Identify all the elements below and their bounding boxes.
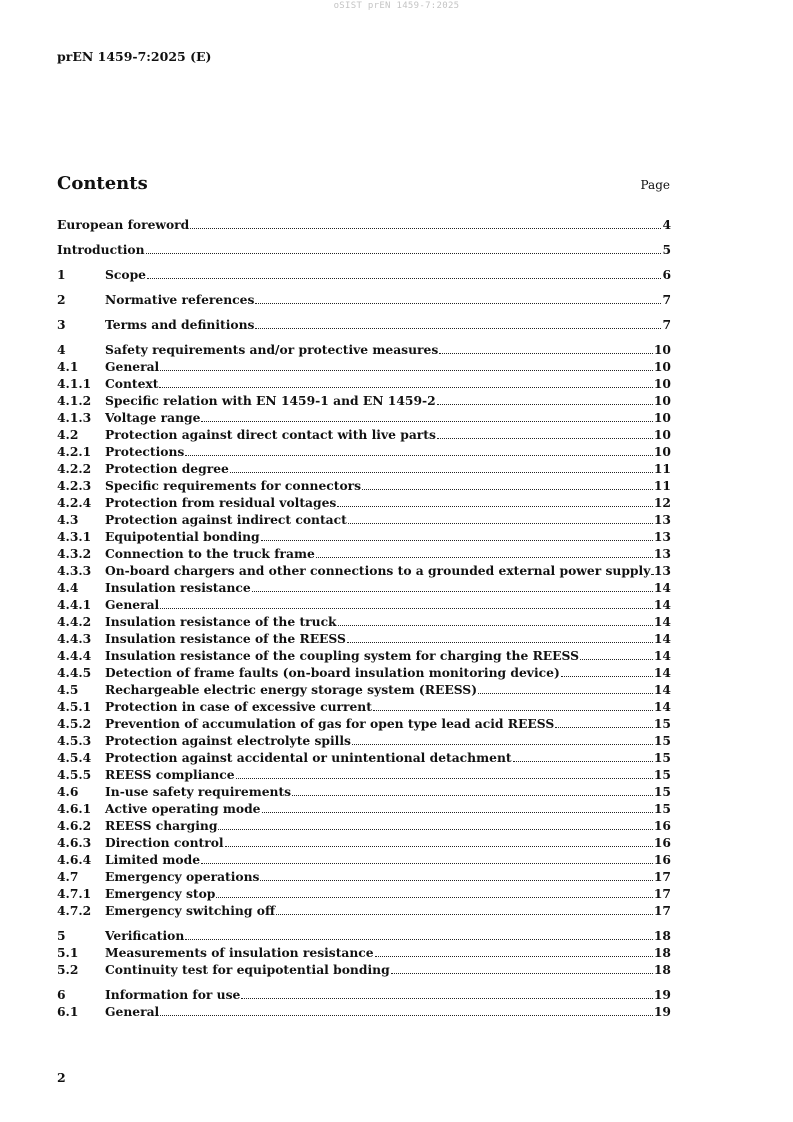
toc-entry-number: 4.5.2 (57, 716, 92, 731)
toc-entry-page: 17 (653, 903, 671, 918)
toc-entry[interactable] (57, 681, 671, 698)
toc-dot-leader (147, 276, 661, 279)
toc-dot-leader (276, 912, 653, 915)
toc-entry-page: 16 (653, 835, 671, 850)
toc-dot-leader (373, 708, 653, 711)
toc-entry-number: 4.4.4 (57, 648, 92, 663)
toc-entry-number: 4.4.1 (57, 597, 92, 612)
toc-entry-number: 4.4.3 (57, 631, 92, 646)
toc-entry-number: 5 (57, 928, 66, 943)
toc-entry-number: 5.1 (57, 945, 79, 960)
toc-entry[interactable] (57, 358, 671, 375)
toc-entry[interactable] (57, 732, 671, 749)
toc-entry-page: 15 (653, 716, 671, 731)
toc-entry[interactable] (57, 817, 671, 834)
toc-dot-leader (185, 453, 653, 456)
toc-entry[interactable] (57, 266, 671, 283)
toc-entry-title: Insulation resistance of the coupling system for charging the REESS (105, 648, 580, 663)
toc-entry-number: 4.3.1 (57, 529, 92, 544)
toc-entry-title: Protection against indirect contact (105, 512, 347, 527)
toc-entry-title: Continuity test for equipotential bonding (105, 962, 390, 977)
toc-entry[interactable] (57, 613, 671, 630)
toc-dot-leader (216, 895, 653, 898)
toc-entry[interactable] (57, 341, 671, 358)
toc-dot-leader (190, 226, 661, 229)
toc-entry-title: Context (105, 376, 159, 391)
toc-dot-leader (255, 301, 661, 304)
toc-entry-title: General (105, 1004, 160, 1019)
table-of-contents (57, 216, 671, 1020)
toc-entry-number: 5.2 (57, 962, 79, 977)
toc-entry[interactable] (57, 528, 671, 545)
toc-dot-leader (160, 606, 653, 609)
toc-entry[interactable] (57, 596, 671, 613)
toc-dot-leader (160, 368, 653, 371)
toc-entry-number: 4.1.2 (57, 393, 92, 408)
toc-entry-number: 4.1 (57, 359, 79, 374)
toc-entry[interactable] (57, 545, 671, 562)
toc-entry-number: 4.5 (57, 682, 79, 697)
toc-dot-leader (260, 878, 652, 881)
toc-entry-number: 4.3.2 (57, 546, 92, 561)
toc-dot-leader (437, 402, 653, 405)
toc-entry-title: Emergency switching off (105, 903, 276, 918)
toc-dot-leader (437, 436, 653, 439)
toc-dot-leader (255, 326, 661, 329)
toc-entry[interactable] (57, 715, 671, 732)
toc-entry-title: Scope (105, 267, 146, 282)
toc-dot-leader (159, 385, 652, 388)
toc-entry-title: Specific relation with EN 1459-1 and EN 1459-2 (105, 393, 436, 408)
toc-dot-leader (185, 937, 653, 940)
toc-entry-number: 4.4.5 (57, 665, 92, 680)
toc-entry-page: 10 (653, 444, 671, 459)
toc-entry-title: Insulation resistance of the truck (105, 614, 337, 629)
toc-entry-page: 14 (653, 682, 671, 697)
toc-entry-number: 4.6.4 (57, 852, 92, 867)
toc-entry-title: Emergency stop (105, 886, 216, 901)
toc-entry-number: 4.4.2 (57, 614, 92, 629)
toc-entry-title: European foreword (57, 217, 190, 232)
toc-entry-title: Protection against direct contact with live parts (105, 427, 436, 442)
toc-dot-leader (292, 793, 653, 796)
toc-entry[interactable] (57, 851, 671, 868)
toc-entry[interactable] (57, 1003, 671, 1020)
toc-entry-page: 14 (653, 648, 671, 663)
document-id: prEN 1459-7:2025 (E) (57, 49, 212, 64)
toc-entry[interactable] (57, 961, 671, 978)
toc-entry-number: 4.5.5 (57, 767, 92, 782)
toc-dot-leader (580, 657, 653, 660)
toc-entry-number: 2 (57, 292, 66, 307)
toc-entry[interactable] (57, 766, 671, 783)
toc-entry-number: 4.2 (57, 427, 79, 442)
toc-entry-title: In-use safety requirements (105, 784, 292, 799)
page-number: 2 (57, 1070, 66, 1085)
toc-entry-number: 4.2.3 (57, 478, 92, 493)
toc-entry[interactable] (57, 885, 671, 902)
toc-entry-title: Detection of frame faults (on-board insulation monitoring device) (105, 665, 560, 680)
toc-entry-title: Insulation resistance (105, 580, 251, 595)
toc-entry-title: Insulation resistance of the REESS (105, 631, 346, 646)
toc-entry-title: General (105, 359, 160, 374)
toc-entry-number: 6 (57, 987, 66, 1002)
toc-entry-page: 10 (653, 427, 671, 442)
toc-entry-title: Protection against electrolyte spills (105, 733, 351, 748)
toc-dot-leader (561, 674, 653, 677)
toc-entry[interactable] (57, 986, 671, 1003)
toc-entry[interactable] (57, 562, 671, 579)
toc-dot-leader (513, 759, 653, 762)
toc-entry[interactable] (57, 291, 671, 308)
toc-dot-leader (478, 691, 653, 694)
toc-dot-leader (241, 996, 653, 999)
toc-entry-page: 16 (653, 852, 671, 867)
toc-entry-number: 4.4 (57, 580, 79, 595)
toc-dot-leader (362, 487, 653, 490)
toc-dot-leader (218, 827, 652, 830)
toc-entry-title: Connection to the truck frame (105, 546, 315, 561)
toc-entry-page: 4 (662, 217, 671, 232)
toc-entry-page: 7 (662, 292, 671, 307)
toc-entry-number: 4.7.1 (57, 886, 92, 901)
toc-entry-title: Protections (105, 444, 185, 459)
toc-entry[interactable] (57, 511, 671, 528)
toc-dot-leader (348, 521, 653, 524)
toc-dot-leader (160, 1013, 653, 1016)
toc-entry[interactable] (57, 800, 671, 817)
toc-entry-number: 4.2.1 (57, 444, 92, 459)
toc-entry-page: 10 (653, 376, 671, 391)
toc-entry-title: Prevention of accumulation of gas for open type lead acid REESS (105, 716, 555, 731)
toc-entry-title: Emergency operations (105, 869, 260, 884)
toc-entry-page: 18 (653, 945, 671, 960)
toc-entry[interactable] (57, 698, 671, 715)
toc-entry-page: 15 (653, 733, 671, 748)
toc-entry[interactable] (57, 241, 671, 258)
toc-entry-number: 4.5.1 (57, 699, 92, 714)
toc-dot-leader (236, 776, 653, 779)
toc-entry-page: 10 (653, 393, 671, 408)
toc-entry-number: 4.1.3 (57, 410, 92, 425)
toc-entry-page: 19 (653, 987, 671, 1002)
toc-entry[interactable] (57, 783, 671, 800)
toc-entry-title: Limited mode (105, 852, 201, 867)
toc-dot-leader (338, 623, 653, 626)
toc-entry-title: Introduction (57, 242, 145, 257)
toc-entry-title: On-board chargers and other connections to a grounded external power supply (105, 563, 651, 578)
toc-entry[interactable] (57, 494, 671, 511)
toc-entry-number: 4.2.4 (57, 495, 92, 510)
toc-entry[interactable] (57, 749, 671, 766)
toc-entry-page: 15 (653, 784, 671, 799)
toc-dot-leader (375, 954, 653, 957)
toc-entry-page: 13 (653, 546, 671, 561)
toc-entry[interactable] (57, 216, 671, 233)
toc-entry[interactable] (57, 944, 671, 961)
toc-dot-leader (252, 589, 653, 592)
toc-entry-page: 15 (653, 801, 671, 816)
toc-entry[interactable] (57, 834, 671, 851)
toc-entry-title: REESS compliance (105, 767, 235, 782)
toc-entry-title: Protection in case of excessive current (105, 699, 372, 714)
toc-dot-leader (651, 572, 653, 575)
toc-entry-page: 14 (653, 580, 671, 595)
toc-entry[interactable] (57, 927, 671, 944)
toc-entry-number: 4.6 (57, 784, 79, 799)
toc-entry-page: 14 (653, 614, 671, 629)
toc-dot-leader (555, 725, 653, 728)
toc-entry-page: 16 (653, 818, 671, 833)
toc-entry-page: 15 (653, 750, 671, 765)
toc-entry-title: Measurements of insulation resistance (105, 945, 374, 960)
toc-entry-page: 15 (653, 767, 671, 782)
toc-entry-page: 11 (653, 461, 671, 476)
toc-entry-page: 10 (653, 359, 671, 374)
toc-dot-leader (230, 470, 653, 473)
toc-entry-number: 4.1.1 (57, 376, 92, 391)
toc-entry[interactable] (57, 664, 671, 681)
toc-entry-number: 4.7.2 (57, 903, 92, 918)
toc-entry[interactable] (57, 409, 671, 426)
toc-entry-page: 14 (653, 631, 671, 646)
toc-entry-page: 13 (653, 563, 671, 578)
toc-entry[interactable] (57, 375, 671, 392)
toc-entry-page: 14 (653, 665, 671, 680)
toc-entry-title: REESS charging (105, 818, 218, 833)
page-column-heading: Page (640, 178, 670, 192)
contents-title: Contents (57, 173, 148, 194)
toc-entry-title: Terms and definitions (105, 317, 255, 332)
toc-dot-leader (337, 504, 653, 507)
toc-entry[interactable] (57, 443, 671, 460)
toc-dot-leader (352, 742, 653, 745)
toc-entry-title: Information for use (105, 987, 241, 1002)
toc-entry-page: 6 (662, 267, 671, 282)
toc-entry-number: 4.5.4 (57, 750, 92, 765)
toc-dot-leader (201, 419, 652, 422)
toc-entry[interactable] (57, 902, 671, 919)
toc-dot-leader (262, 810, 653, 813)
toc-entry-title: Voltage range (105, 410, 201, 425)
toc-entry-page: 14 (653, 597, 671, 612)
toc-dot-leader (439, 351, 653, 354)
toc-entry[interactable] (57, 579, 671, 596)
toc-entry-page: 10 (653, 342, 671, 357)
toc-entry[interactable] (57, 426, 671, 443)
toc-entry[interactable] (57, 647, 671, 664)
toc-entry-title: General (105, 597, 160, 612)
toc-entry-page: 17 (653, 886, 671, 901)
toc-entry-title: Normative references (105, 292, 255, 307)
toc-entry-number: 4.6.2 (57, 818, 92, 833)
toc-entry-number: 4.5.3 (57, 733, 92, 748)
toc-entry-page: 11 (653, 478, 671, 493)
toc-dot-leader (347, 640, 653, 643)
toc-dot-leader (261, 538, 653, 541)
toc-entry-number: 4.6.1 (57, 801, 92, 816)
toc-dot-leader (201, 861, 653, 864)
toc-entry[interactable] (57, 316, 671, 333)
toc-entry-number: 4 (57, 342, 66, 357)
toc-entry-page: 13 (653, 529, 671, 544)
toc-entry-title: Equipotential bonding (105, 529, 260, 544)
toc-entry[interactable] (57, 392, 671, 409)
toc-dot-leader (225, 844, 653, 847)
toc-entry-page: 18 (653, 928, 671, 943)
toc-entry-title: Verification (105, 928, 185, 943)
toc-entry[interactable] (57, 460, 671, 477)
toc-entry-page: 7 (662, 317, 671, 332)
toc-entry-number: 1 (57, 267, 66, 282)
toc-entry-page: 17 (653, 869, 671, 884)
toc-entry-page: 14 (653, 699, 671, 714)
toc-dot-leader (146, 251, 662, 254)
toc-entry-title: Direction control (105, 835, 224, 850)
toc-entry-number: 4.6.3 (57, 835, 92, 850)
toc-entry-title: Active operating mode (105, 801, 261, 816)
toc-entry-number: 4.7 (57, 869, 79, 884)
toc-dot-leader (391, 971, 653, 974)
toc-entry-number: 6.1 (57, 1004, 79, 1019)
toc-entry[interactable] (57, 477, 671, 494)
toc-entry-number: 4.2.2 (57, 461, 92, 476)
toc-entry-page: 10 (653, 410, 671, 425)
toc-entry-number: 4.3 (57, 512, 79, 527)
toc-entry[interactable] (57, 868, 671, 885)
watermark: oSIST prEN 1459-7:2025 (333, 1, 460, 11)
toc-entry-page: 5 (662, 242, 671, 257)
toc-entry-number: 4.3.3 (57, 563, 92, 578)
toc-dot-leader (316, 555, 653, 558)
toc-entry-title: Rechargeable electric energy storage system (REESS) (105, 682, 478, 697)
toc-entry-title: Safety requirements and/or protective measures (105, 342, 439, 357)
toc-entry-number: 3 (57, 317, 66, 332)
toc-entry-title: Protection against accidental or unintentional detachment (105, 750, 512, 765)
toc-entry-page: 18 (653, 962, 671, 977)
toc-entry-page: 19 (653, 1004, 671, 1019)
toc-entry-page: 12 (653, 495, 671, 510)
toc-entry-title: Protection degree (105, 461, 229, 476)
toc-entry-title: Protection from residual voltages (105, 495, 337, 510)
toc-entry-page: 13 (653, 512, 671, 527)
toc-entry-title: Specific requirements for connectors (105, 478, 362, 493)
toc-entry[interactable] (57, 630, 671, 647)
